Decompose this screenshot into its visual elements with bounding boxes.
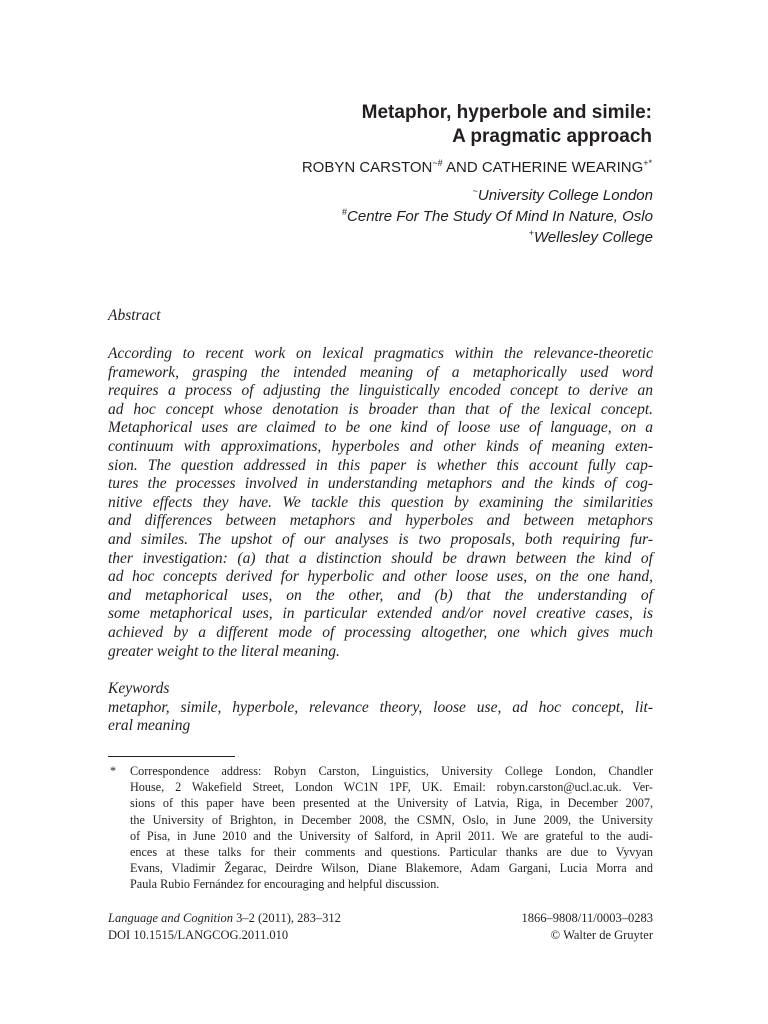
footnote-line: House, 2 Wakefield Street, London WC1N 1PF, UK. Email: robyn.carston@ucl.ac.uk. Ver-: [130, 780, 653, 795]
affiliation-mark: ~: [472, 186, 478, 196]
abstract-line: tures the processes involved in understanding metaphors and the kinds of cog-: [108, 475, 653, 493]
footnote-mark: *: [110, 764, 117, 778]
footnote-line: sions of this paper have been presented at the University of Latvia, Riga, in December 2007,: [130, 796, 653, 811]
author-wearing: AND CATHERINE WEARING: [442, 159, 644, 176]
affiliation-mark: #: [342, 207, 348, 217]
abstract-line: sion. The question addressed in this paper is whether this account fully cap-: [108, 456, 653, 474]
affiliation-name: Wellesley College: [534, 229, 653, 246]
affiliation-name: University College London: [477, 187, 653, 204]
footnote-divider: [108, 756, 235, 757]
abstract-line: framework, grasping the intended meaning of a metaphorically used word: [108, 363, 653, 381]
journal-name: Language and Cognition: [108, 911, 234, 925]
abstract-line: Metaphorical uses are claimed to be one kind of loose use of language, on a: [108, 419, 653, 437]
abstract-line: According to recent work on lexical pragmatics within the relevance-theoretic: [108, 345, 653, 362]
paper-title-line-2: A pragmatic approach: [452, 126, 652, 147]
author-carston-marks: ~#: [432, 158, 443, 168]
affiliation-name: Centre For The Study Of Mind In Nature, Oslo: [347, 208, 653, 225]
keywords-line: metaphor, simile, hyperbole, relevance theory, loose use, ad hoc concept, lit-: [108, 698, 653, 716]
abstract-body: [108, 345, 653, 661]
abstract-line: requires a process of adjusting the linguistically encoded concept to derive an: [108, 382, 653, 400]
affiliation-mark: +: [528, 228, 535, 238]
footnote-line: the University of Brighton, in December 2008, the CSMN, Oslo, in June 2009, the University: [130, 812, 653, 827]
abstract-line: and differences between metaphors and hyperboles and between metaphors: [108, 512, 653, 530]
abstract-heading: Abstract: [108, 307, 161, 324]
abstract-line: nitive effects they have. We tackle this question by examining the similarities: [108, 493, 653, 511]
affiliation-ucl: [108, 185, 653, 206]
abstract-line: achieved by a different mode of processing altogether, one which gives much: [108, 623, 653, 641]
keywords-body: [108, 699, 653, 736]
keywords-heading: Keywords: [108, 680, 170, 697]
footnote-line: Paula Rubio Fernández for encouraging and helpful discussion.: [130, 877, 440, 892]
keywords-line: eral meaning: [108, 717, 191, 735]
abstract-line: continuum with approximations, hyperboles and other kinds of meaning exten-: [108, 437, 653, 455]
author-carston: ROBYN CARSTON: [301, 159, 433, 176]
affiliations: [108, 185, 653, 248]
journal-rights: [400, 910, 653, 943]
journal-doi: DOI 10.1515/LANGCOG.2011.010: [108, 927, 289, 942]
abstract-line: ther investigation: (a) that a distinction should be drawn between the kind of: [108, 549, 653, 567]
author-line: [108, 158, 652, 178]
abstract-line: and similes. The upshot of our analyses is two proposals, both requiring fur-: [108, 530, 653, 548]
journal-citation: [108, 910, 341, 943]
journal-copyright: © Walter de Gruyter: [550, 927, 653, 942]
abstract-line: some metaphorical uses, in particular extended and/or novel creative cases, is: [108, 605, 653, 623]
abstract-line: ad hoc concept whose denotation is broader than that of the lexical concept.: [108, 400, 653, 418]
abstract-line: ad hoc concepts derived for hyperbolic and other loose uses, on the one hand,: [108, 568, 653, 586]
paper-title-line-1: Metaphor, hyperbole and simile:: [361, 102, 652, 123]
journal-reference: [108, 910, 341, 927]
paper-title: [108, 101, 652, 149]
footnote-line: Evans, Vladimir Žegarac, Deirdre Wilson, Diane Blakemore, Adam Gargani, Lucia Morra and: [130, 861, 653, 876]
journal-volume-pages: 3–2 (2011), 283–312: [233, 911, 341, 925]
affiliation-wellesley: [108, 227, 653, 248]
abstract-line: greater weight to the literal meaning.: [108, 642, 340, 660]
footnote-line: of Pisa, in June 2010 and the University of Salford, in April 2011. We are grateful to the audi-: [130, 828, 653, 843]
abstract-line: and metaphorical uses, on the other, and (b) that the understanding of: [108, 586, 653, 604]
footnote-line: Correspondence address: Robyn Carston, Linguistics, University College London, Chandler: [130, 764, 653, 778]
author-wearing-marks: +*: [643, 158, 652, 168]
footnote-body: [130, 763, 653, 893]
affiliation-csmn: [108, 206, 653, 227]
footnote-line: ences at these talks for their comments and questions. Particular thanks are due to Vyvyan: [130, 844, 653, 859]
journal-issn: 1866–9808/11/0003–0283: [521, 911, 653, 925]
